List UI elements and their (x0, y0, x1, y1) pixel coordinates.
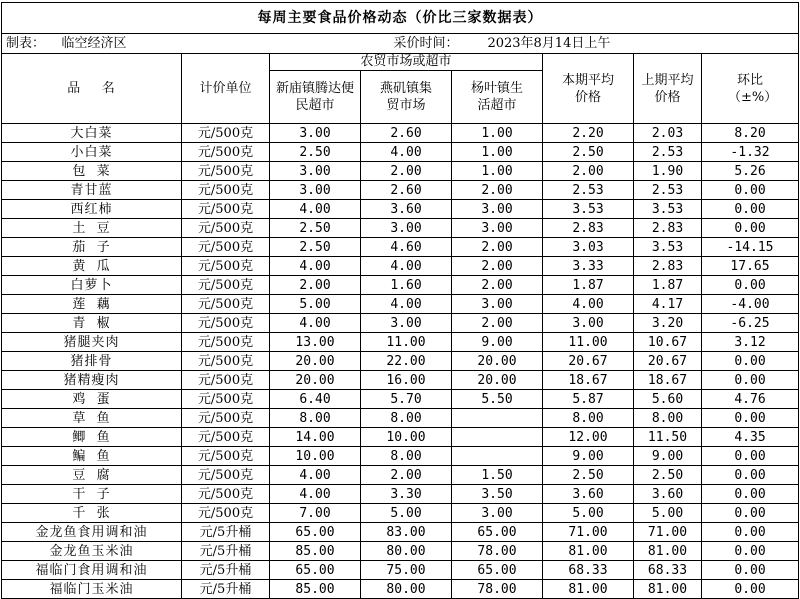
change-percent: 0.00 (702, 200, 799, 219)
avg-previous: 2.53 (634, 143, 702, 162)
price-market-1: 85.00 (270, 580, 361, 599)
price-market-3: 9.00 (452, 333, 543, 352)
price-market-1: 20.00 (270, 352, 361, 371)
price-market-2: 75.00 (361, 561, 452, 580)
item-unit: 元/500克 (182, 238, 270, 257)
avg-current: 2.20 (543, 124, 634, 143)
avg-previous: 5.00 (634, 504, 702, 523)
price-market-3: 78.00 (452, 580, 543, 599)
price-market-1: 20.00 (270, 371, 361, 390)
avg-previous: 71.00 (634, 523, 702, 542)
table-row (2, 485, 799, 504)
avg-current: 5.87 (543, 390, 634, 409)
header-change: 环比（±%） (702, 54, 799, 124)
change-percent: 0.00 (702, 181, 799, 200)
price-market-2: 3.60 (361, 200, 452, 219)
table-title: 每周主要食品价格动态（价比三家数据表） (2, 3, 799, 34)
item-name: 土 豆 (2, 219, 182, 238)
change-percent: 0.00 (702, 447, 799, 466)
price-market-3: 1.50 (452, 466, 543, 485)
item-name: 包 菜 (2, 162, 182, 181)
change-percent: 0.00 (702, 542, 799, 561)
price-market-2: 1.60 (361, 276, 452, 295)
avg-previous: 1.87 (634, 276, 702, 295)
avg-current: 2.53 (543, 181, 634, 200)
table-row (2, 124, 799, 143)
item-name: 鸡 蛋 (2, 390, 182, 409)
avg-previous: 3.20 (634, 314, 702, 333)
table-row (2, 143, 799, 162)
price-market-1: 65.00 (270, 561, 361, 580)
item-name: 草 鱼 (2, 409, 182, 428)
price-market-1: 3.00 (270, 124, 361, 143)
item-name: 黄 瓜 (2, 257, 182, 276)
avg-previous: 81.00 (634, 580, 702, 599)
avg-current: 9.00 (543, 447, 634, 466)
price-market-2: 4.60 (361, 238, 452, 257)
avg-current: 11.00 (543, 333, 634, 352)
avg-current: 3.60 (543, 485, 634, 504)
item-unit: 元/500克 (182, 124, 270, 143)
price-market-2: 3.00 (361, 314, 452, 333)
table-body (2, 124, 799, 599)
time-value: 2023年8月14日上午 (487, 35, 611, 51)
change-percent: -14.15 (702, 238, 799, 257)
avg-previous: 68.33 (634, 561, 702, 580)
avg-previous: 9.00 (634, 447, 702, 466)
avg-current: 2.50 (543, 466, 634, 485)
item-unit: 元/5升桶 (182, 542, 270, 561)
price-market-3: 3.00 (452, 504, 543, 523)
price-market-3: 1.00 (452, 143, 543, 162)
change-percent: 8.20 (702, 124, 799, 143)
price-market-1: 7.00 (270, 504, 361, 523)
price-market-2: 5.70 (361, 390, 452, 409)
table-row (2, 333, 799, 352)
table-row (2, 314, 799, 333)
price-market-3: 1.00 (452, 162, 543, 181)
change-percent: 0.00 (702, 580, 799, 599)
price-market-2: 3.00 (361, 219, 452, 238)
avg-current: 4.00 (543, 295, 634, 314)
maker-cell (2, 34, 270, 54)
change-percent: 0.00 (702, 409, 799, 428)
avg-previous: 3.60 (634, 485, 702, 504)
item-unit: 元/5升桶 (182, 523, 270, 542)
price-market-3 (452, 447, 543, 466)
item-unit: 元/500克 (182, 333, 270, 352)
avg-current: 20.67 (543, 352, 634, 371)
price-market-3: 2.00 (452, 276, 543, 295)
avg-previous: 1.90 (634, 162, 702, 181)
item-name: 金龙鱼食用调和油 (2, 523, 182, 542)
price-market-1: 85.00 (270, 542, 361, 561)
avg-previous: 2.50 (634, 466, 702, 485)
change-percent: 0.00 (702, 504, 799, 523)
price-market-2: 8.00 (361, 447, 452, 466)
price-market-3 (452, 409, 543, 428)
price-table-container (1, 2, 798, 599)
avg-previous: 8.00 (634, 409, 702, 428)
table-row (2, 447, 799, 466)
avg-previous: 20.67 (634, 352, 702, 371)
avg-previous: 18.67 (634, 371, 702, 390)
price-market-1: 4.00 (270, 314, 361, 333)
avg-previous: 10.67 (634, 333, 702, 352)
table-row (2, 409, 799, 428)
avg-previous: 2.53 (634, 181, 702, 200)
price-market-2: 2.60 (361, 181, 452, 200)
price-market-2: 3.30 (361, 485, 452, 504)
price-market-1: 5.00 (270, 295, 361, 314)
item-unit: 元/500克 (182, 314, 270, 333)
avg-previous: 3.53 (634, 238, 702, 257)
item-name: 西红柿 (2, 200, 182, 219)
item-name: 福临门玉米油 (2, 580, 182, 599)
item-unit: 元/5升桶 (182, 580, 270, 599)
price-table (1, 2, 799, 599)
price-market-1: 2.50 (270, 143, 361, 162)
price-market-3: 3.00 (452, 295, 543, 314)
item-name: 青 椒 (2, 314, 182, 333)
time-cell (270, 34, 799, 54)
item-name: 鳊 鱼 (2, 447, 182, 466)
price-market-2: 80.00 (361, 580, 452, 599)
table-row (2, 162, 799, 181)
table-row (2, 561, 799, 580)
table-row (2, 257, 799, 276)
change-percent: 4.76 (702, 390, 799, 409)
price-market-1: 2.00 (270, 276, 361, 295)
item-unit: 元/500克 (182, 181, 270, 200)
avg-current: 5.00 (543, 504, 634, 523)
price-market-1: 65.00 (270, 523, 361, 542)
change-percent: 3.12 (702, 333, 799, 352)
avg-current: 68.33 (543, 561, 634, 580)
change-percent: 5.26 (702, 162, 799, 181)
table-row (2, 542, 799, 561)
item-unit: 元/500克 (182, 200, 270, 219)
price-market-2: 4.00 (361, 143, 452, 162)
price-market-1: 4.00 (270, 257, 361, 276)
price-market-3: 3.00 (452, 200, 543, 219)
item-unit: 元/500克 (182, 162, 270, 181)
price-market-3: 65.00 (452, 523, 543, 542)
change-percent: 0.00 (702, 523, 799, 542)
price-market-1: 2.50 (270, 219, 361, 238)
price-market-2: 80.00 (361, 542, 452, 561)
table-row (2, 238, 799, 257)
change-percent: 0.00 (702, 276, 799, 295)
item-unit: 元/500克 (182, 143, 270, 162)
item-unit: 元/500克 (182, 409, 270, 428)
item-unit: 元/500克 (182, 219, 270, 238)
avg-current: 2.83 (543, 219, 634, 238)
price-market-3: 1.00 (452, 124, 543, 143)
change-percent: 0.00 (702, 485, 799, 504)
table-row (2, 295, 799, 314)
price-market-3: 2.00 (452, 314, 543, 333)
table-row (2, 428, 799, 447)
table-row (2, 181, 799, 200)
table-row (2, 523, 799, 542)
price-market-2: 10.00 (361, 428, 452, 447)
price-market-3: 3.00 (452, 219, 543, 238)
item-unit: 元/500克 (182, 485, 270, 504)
item-unit: 元/5升桶 (182, 561, 270, 580)
change-percent: 0.00 (702, 219, 799, 238)
avg-current: 3.33 (543, 257, 634, 276)
change-percent: 17.65 (702, 257, 799, 276)
avg-previous: 5.60 (634, 390, 702, 409)
item-unit: 元/500克 (182, 276, 270, 295)
avg-current: 81.00 (543, 542, 634, 561)
avg-current: 2.50 (543, 143, 634, 162)
change-percent: -6.25 (702, 314, 799, 333)
item-name: 金龙鱼玉米油 (2, 542, 182, 561)
price-market-3: 2.00 (452, 238, 543, 257)
avg-previous: 11.50 (634, 428, 702, 447)
header-market-group: 农贸市场或超市 (270, 54, 543, 71)
item-unit: 元/500克 (182, 428, 270, 447)
item-name: 白萝卜 (2, 276, 182, 295)
item-unit: 元/500克 (182, 504, 270, 523)
maker-label: 制表： (6, 35, 46, 51)
table-row (2, 466, 799, 485)
price-market-2: 8.00 (361, 409, 452, 428)
item-name: 青甘蓝 (2, 181, 182, 200)
price-market-1: 4.00 (270, 485, 361, 504)
item-unit: 元/500克 (182, 447, 270, 466)
table-row (2, 200, 799, 219)
price-market-3: 20.00 (452, 371, 543, 390)
price-market-1: 14.00 (270, 428, 361, 447)
price-market-2: 5.00 (361, 504, 452, 523)
price-market-2: 22.00 (361, 352, 452, 371)
avg-current: 3.03 (543, 238, 634, 257)
item-name: 鲫 鱼 (2, 428, 182, 447)
item-name: 千 张 (2, 504, 182, 523)
item-name: 猪腿夹肉 (2, 333, 182, 352)
header-market-2: 燕矶镇集贸市场 (361, 71, 452, 124)
item-name: 小白菜 (2, 143, 182, 162)
price-market-1: 8.00 (270, 409, 361, 428)
item-name: 猪精瘦肉 (2, 371, 182, 390)
avg-current: 3.53 (543, 200, 634, 219)
item-name: 大白菜 (2, 124, 182, 143)
change-percent: 0.00 (702, 371, 799, 390)
avg-previous: 81.00 (634, 542, 702, 561)
table-row (2, 390, 799, 409)
item-name: 干 子 (2, 485, 182, 504)
price-market-2: 16.00 (361, 371, 452, 390)
item-unit: 元/500克 (182, 295, 270, 314)
avg-previous: 2.83 (634, 257, 702, 276)
item-name: 莲 藕 (2, 295, 182, 314)
avg-current: 18.67 (543, 371, 634, 390)
price-market-3: 2.00 (452, 181, 543, 200)
price-market-1: 4.00 (270, 200, 361, 219)
avg-current: 81.00 (543, 580, 634, 599)
time-label: 采价时间： (393, 35, 459, 51)
item-name: 豆 腐 (2, 466, 182, 485)
price-market-1: 10.00 (270, 447, 361, 466)
change-percent: 0.00 (702, 561, 799, 580)
change-percent: 0.00 (702, 352, 799, 371)
price-market-1: 6.40 (270, 390, 361, 409)
avg-current: 3.00 (543, 314, 634, 333)
price-market-1: 2.50 (270, 238, 361, 257)
table-row (2, 276, 799, 295)
price-market-3: 20.00 (452, 352, 543, 371)
change-percent: -1.32 (702, 143, 799, 162)
header-market-1: 新庙镇腾达便民超市 (270, 71, 361, 124)
price-market-2: 2.00 (361, 162, 452, 181)
price-market-1: 3.00 (270, 162, 361, 181)
avg-current: 12.00 (543, 428, 634, 447)
avg-current: 71.00 (543, 523, 634, 542)
header-market-3: 杨叶镇生活超市 (452, 71, 543, 124)
header-name: 品 名 (2, 54, 182, 124)
header-avg-current: 本期平均价格 (543, 54, 634, 124)
table-row (2, 580, 799, 599)
price-market-2: 4.00 (361, 295, 452, 314)
change-percent: -4.00 (702, 295, 799, 314)
price-market-3: 5.50 (452, 390, 543, 409)
price-market-3: 2.00 (452, 257, 543, 276)
header-unit: 计价单位 (182, 54, 270, 124)
price-market-2: 83.00 (361, 523, 452, 542)
avg-current: 1.87 (543, 276, 634, 295)
item-name: 茄 子 (2, 238, 182, 257)
item-unit: 元/500克 (182, 390, 270, 409)
item-unit: 元/500克 (182, 371, 270, 390)
table-row (2, 219, 799, 238)
item-unit: 元/500克 (182, 257, 270, 276)
change-percent: 0.00 (702, 466, 799, 485)
avg-previous: 3.53 (634, 200, 702, 219)
price-market-1: 4.00 (270, 466, 361, 485)
table-row (2, 504, 799, 523)
price-market-2: 2.60 (361, 124, 452, 143)
price-market-2: 2.00 (361, 466, 452, 485)
avg-current: 2.00 (543, 162, 634, 181)
change-percent: 4.35 (702, 428, 799, 447)
item-unit: 元/500克 (182, 352, 270, 371)
item-name: 福临门食用调和油 (2, 561, 182, 580)
price-market-3 (452, 428, 543, 447)
price-market-2: 11.00 (361, 333, 452, 352)
header-avg-previous: 上期平均价格 (634, 54, 702, 124)
avg-previous: 2.83 (634, 219, 702, 238)
table-row (2, 371, 799, 390)
avg-previous: 4.17 (634, 295, 702, 314)
price-market-3: 3.50 (452, 485, 543, 504)
price-market-2: 4.00 (361, 257, 452, 276)
price-market-1: 13.00 (270, 333, 361, 352)
item-name: 猪排骨 (2, 352, 182, 371)
avg-current: 8.00 (543, 409, 634, 428)
avg-previous: 2.03 (634, 124, 702, 143)
table-row (2, 352, 799, 371)
price-market-3: 65.00 (452, 561, 543, 580)
item-unit: 元/500克 (182, 466, 270, 485)
price-market-3: 78.00 (452, 542, 543, 561)
price-market-1: 3.00 (270, 181, 361, 200)
maker-value: 临空经济区 (61, 35, 127, 51)
